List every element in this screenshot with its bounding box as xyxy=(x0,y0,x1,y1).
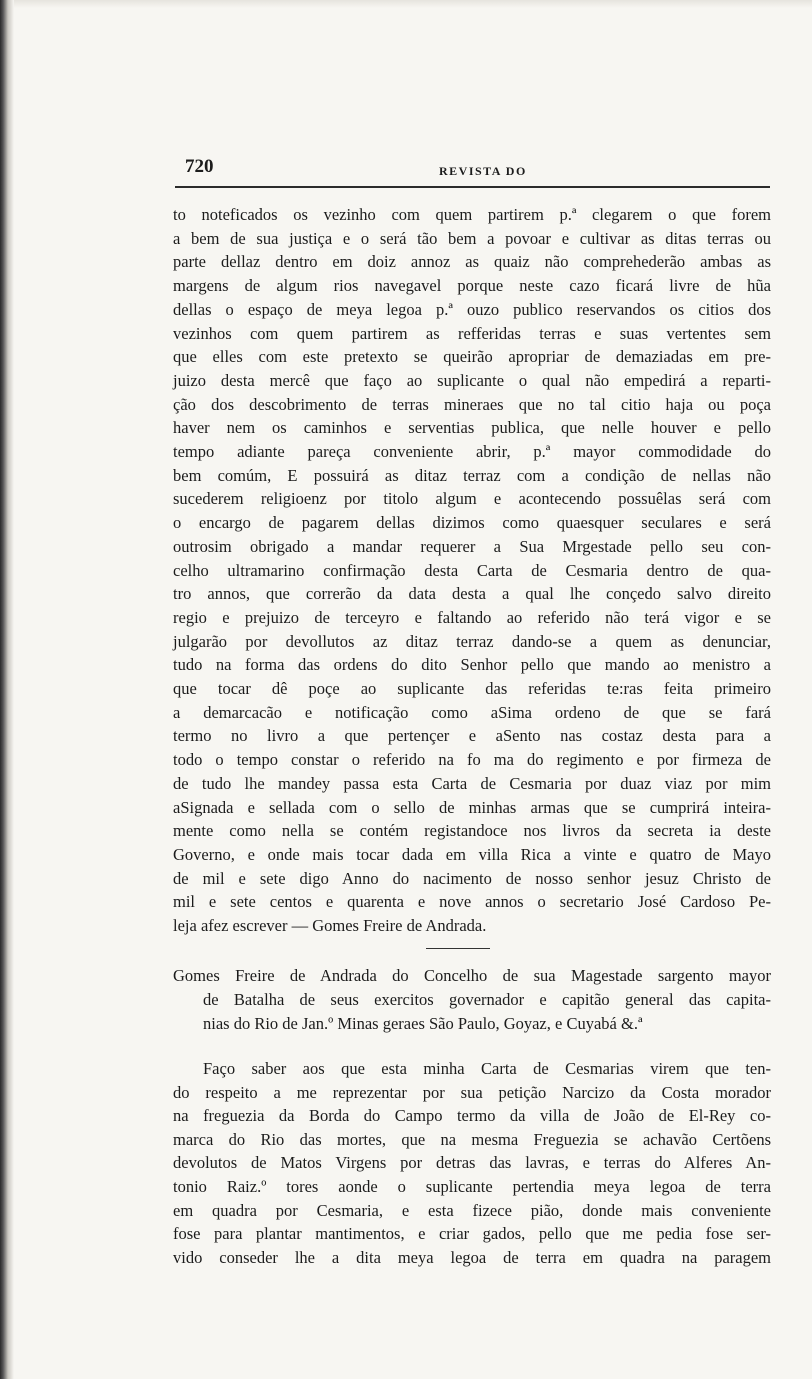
text-line: mente como nella se contém registandoce nos livros da secreta ia deste xyxy=(173,821,771,841)
text-line: a bem de sua justiça e o será tão bem a povoar e cultivar as ditas terras ou xyxy=(173,228,771,248)
heading-line: de Batalha de seus exercitos governador e capitão general das capita- xyxy=(203,990,771,1009)
scan-binding-edge xyxy=(0,0,14,1379)
text-line: que elles com este pretexto se queirão apropriar de demaziadas em pre- xyxy=(173,347,771,367)
text-line: em quadra por Cesmaria, e esta fizece pião, donde mais conveniente xyxy=(173,1200,771,1220)
text-line: fose para plantar mantimentos, e criar gados, pello que me pedia fose ser- xyxy=(173,1224,771,1244)
running-head: REVISTA DO xyxy=(439,164,527,178)
header-rule xyxy=(175,186,770,188)
text-line: Faço saber aos que esta minha Carta de Cesmarias virem que ten- xyxy=(203,1059,771,1078)
body-paragraph-2 xyxy=(173,1057,771,1269)
text-line: leja afez escrever — Gomes Freire de Andrada. xyxy=(173,916,487,936)
text-line: tro annos, que correrão da data desta a qual lhe conçedo salvo direito xyxy=(173,584,771,604)
text-line: dellas o espaço de meya legoa p.ª ouzo publico reservandos os citios dos xyxy=(173,299,771,319)
text-line: sucederem religioenz por titolo algum e acontecendo possuêlas será com xyxy=(173,489,771,509)
text-line: na freguezia da Borda do Campo termo da villa de João de El-Rey co- xyxy=(173,1106,771,1126)
page-number: 720 xyxy=(185,156,214,177)
text-line: do respeito a me reprezentar por sua petição Narcizo da Costa morador xyxy=(173,1082,771,1102)
text-line: outrosim obrigado a mandar requerer a Sua Mrgestade pello seu con- xyxy=(173,536,771,556)
text-line: o encargo de pagarem dellas dizimos como quaesquer seculares e será xyxy=(173,513,771,533)
text-line: aSignada e sellada com o sello de minhas armas que se cumprirá inteira- xyxy=(173,797,771,817)
text-line: tudo na forma das ordens do dito Senhor pello que mando ao menistro a xyxy=(173,655,771,675)
scan-top-edge xyxy=(14,0,812,8)
text-line: ção dos descobrimento de terras mineraes que no tal citio haja ou poça xyxy=(173,394,771,414)
text-line: todo o tempo constar o referido na fo ma do regimento e por firmeza de xyxy=(173,750,771,770)
body-paragraph-1 xyxy=(173,203,771,938)
section-heading xyxy=(173,964,771,1036)
text-line: tempo adiante pareça conveniente abrir, p.ª mayor commodidade do xyxy=(173,442,771,462)
heading-line: nias do Rio de Jan.º Minas geraes São Paulo, Goyaz, e Cuyabá &.ª xyxy=(203,1014,643,1033)
section-separator xyxy=(426,948,490,949)
text-line: de tudo lhe mandey passa esta Carta de Cesmaria por duaz viaz por mim xyxy=(173,773,771,793)
text-line: celho ultramarino confirmação desta Carta de Cesmaria dentro de qua- xyxy=(173,560,771,580)
text-line: Governo, e onde mais tocar dada em villa Rica a vinte e quatro de Mayo xyxy=(173,844,771,864)
text-line: termo no livro a que pertençer e aSento nas costaz desta para a xyxy=(173,726,771,746)
text-line: devolutos de Matos Virgens por detras das lavras, e terras do Alferes An- xyxy=(173,1153,771,1173)
text-line: mil e sete centos e quarenta e nove annos o secretario José Cardoso Pe- xyxy=(173,892,771,912)
text-line: to noteficados os vezinho com quem partirem p.ª clegarem o que forem xyxy=(173,205,771,224)
text-line: vezinhos com quem partirem as refferidas terras e suas vertentes sem xyxy=(173,323,771,343)
text-line: haver nem os caminhos e serventias publica, que nelle houver e pello xyxy=(173,418,771,438)
text-line: julgarão por devollutos az ditaz terraz dando-se a quem as denunciar, xyxy=(173,631,771,651)
text-line: tonio Raiz.º tores aonde o suplicante pertendia meya legoa de terra xyxy=(173,1176,771,1196)
text-line: bem comúm, E possuirá as ditaz terraz com a condição de nellas não xyxy=(173,465,771,485)
text-line: juizo desta mercê que faço ao suplicante o qual não empedirá a reparti- xyxy=(173,370,771,390)
text-line: que tocar dê poçe ao suplicante das referidas te:ras feita primeiro xyxy=(173,679,771,699)
text-line: marca do Rio das mortes, que na mesma Freguezia se achavão Certõens xyxy=(173,1129,771,1149)
heading-line: Gomes Freire de Andrada do Concelho de sua Magestade sargento mayor xyxy=(173,966,771,985)
text-line: regio e prejuizo de terceyro e faltando ao referido não terá vigor e se xyxy=(173,607,771,627)
text-line: de mil e sete digo Anno do nacimento de nosso senhor jesuz Christo de xyxy=(173,868,771,888)
text-line: parte dellaz dentro em doiz annoz as quaiz não comprehederão ambas as xyxy=(173,252,771,272)
text-line: a demarcacão e notificação como aSima ordeno de que se fará xyxy=(173,702,771,722)
page-header xyxy=(175,154,770,188)
text-line: margens de algum rios navegavel porque neste cazo ficará livre de hũa xyxy=(173,276,771,296)
text-line: vido conseder lhe a dita meya legoa de terra em quadra na paragem xyxy=(173,1247,771,1267)
